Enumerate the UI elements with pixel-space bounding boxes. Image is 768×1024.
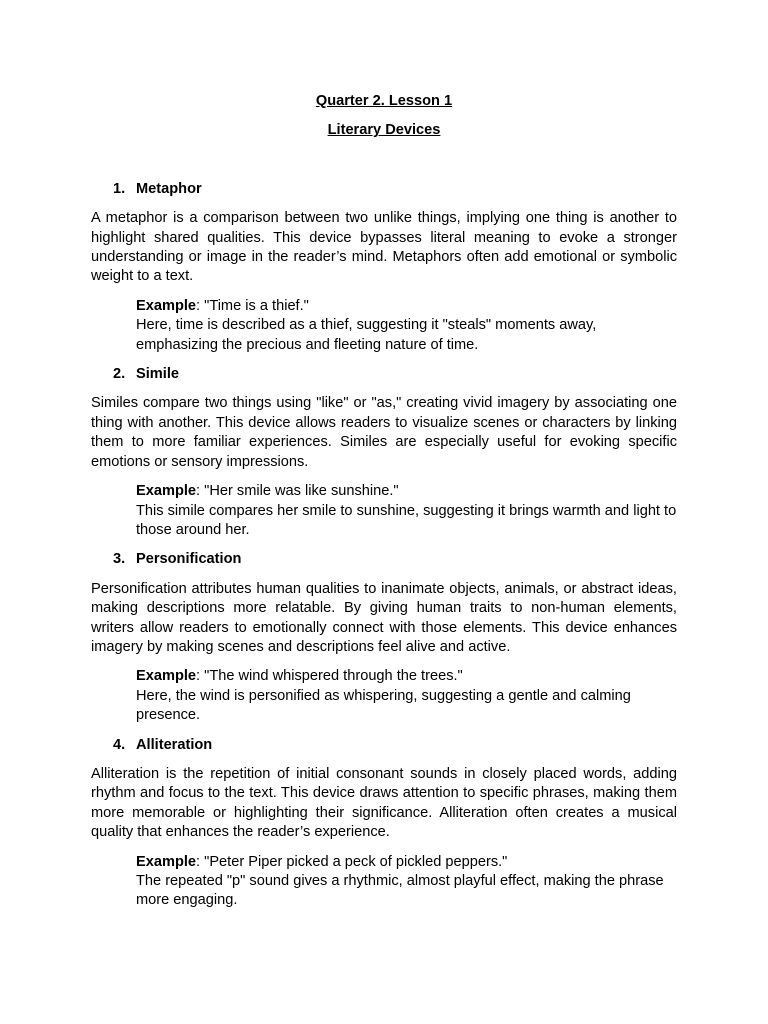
section-simile [91, 365, 677, 540]
example-label: Example [136, 853, 197, 870]
section-title: Alliteration [136, 736, 213, 753]
section-heading [91, 736, 677, 755]
lesson-title: Quarter 2. Lesson 1 [315, 93, 453, 109]
example-quote: : "The wind whispered through the trees." [196, 668, 463, 685]
example-block [136, 297, 677, 355]
section-alliteration [91, 736, 677, 911]
example-explanation: The repeated "p" sound gives a rhythmic, almost playful effect, making the phrase more engaging. [136, 873, 664, 909]
example-quote: : "Time is a thief." [196, 297, 309, 314]
section-paragraph: A metaphor is a comparison between two unlike things, implying one thing is another to highlight shared qualities. This device bypasses literal meaning to evoke a stronger understanding or image in the reader’s mind. Metaphors often add emotional or symbolic weight to a text. [91, 210, 677, 285]
section-paragraph: Personification attributes human qualities to inanimate objects, animals, or abstract ideas, making descriptions more relatable. By giving human traits to non-human elements, writers allow readers to emotionally connect with those elements. This device enhances imagery by making scenes and descriptions feel alive and active. [91, 580, 677, 655]
section-personification [91, 550, 677, 725]
section-title: Metaphor [136, 180, 202, 197]
section-heading [91, 365, 677, 384]
section-number: 1. [113, 180, 126, 197]
example-label: Example [136, 668, 197, 685]
example-explanation: This simile compares her smile to sunshine, suggesting it brings warmth and light to those around her. [136, 502, 677, 538]
example-quote: : "Her smile was like sunshine." [196, 483, 399, 500]
example-block [136, 853, 677, 911]
example-label: Example [136, 483, 197, 500]
example-label: Example [136, 297, 197, 314]
section-number: 2. [113, 366, 126, 383]
section-heading [91, 550, 677, 569]
section-title: Personification [136, 551, 242, 568]
section-number: 3. [113, 551, 126, 568]
section-title: Simile [136, 366, 179, 383]
example-quote: : "Peter Piper picked a peck of pickled peppers." [196, 853, 508, 870]
section-paragraph: Similes compare two things using "like" or "as," creating vivid imagery by associating one thing with another. This device allows readers to visualize scenes or characters by linking them to more familiar experiences. Similes are especially useful for evoking specific emotions or sensory impressions. [91, 395, 677, 470]
section-number: 4. [113, 736, 126, 753]
example-block [136, 482, 677, 540]
example-explanation: Here, time is described as a thief, suggesting it "steals" moments away, emphasizing the precious and fleeting nature of time. [136, 317, 597, 353]
document-page [91, 92, 677, 911]
example-block [136, 667, 677, 725]
section-metaphor [91, 180, 677, 355]
section-heading [91, 180, 677, 199]
example-explanation: Here, the wind is personified as whispering, suggesting a gentle and calming presence. [136, 687, 631, 724]
section-paragraph: Alliteration is the repetition of initial consonant sounds in closely placed words, adding rhythm and focus to the text. This device draws attention to specific phrases, making them more memorable or highlighting their significance. Alliteration often creates a musical quality that enhances the reader’s experience. [91, 765, 677, 841]
lesson-subtitle: Literary Devices [327, 122, 441, 139]
